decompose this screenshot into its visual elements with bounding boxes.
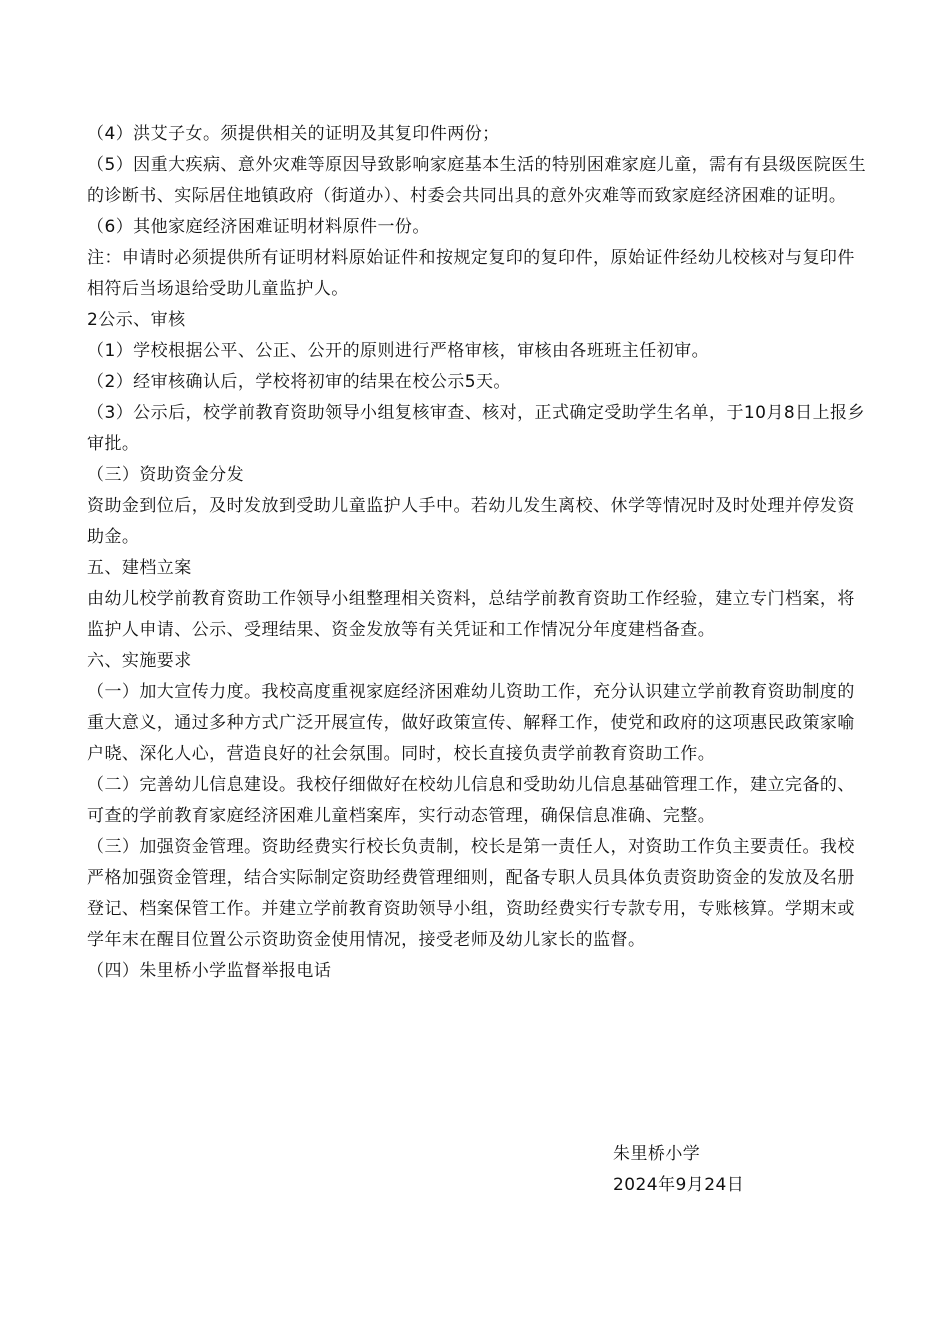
paragraph-item-5: （5）因重大疾病、意外灾难等原因导致影响家庭基本生活的特别困难家庭儿童，需有有县级医院医生的诊断书、实际居住地镇政府（街道办）、村委会共同出具的意外灾难等而致家庭经济困难的证明。 xyxy=(87,155,867,206)
paragraph-implementation-1: （一）加大宣传力度。我校高度重视家庭经济困难幼儿资助工作，充分认识建立学前教育资助制度的重大意义，通过多种方式广泛开展宣传，做好政策宣传、解释工作，使党和政府的这项惠民政策家喻户晓、深化人心，营造良好的社会氛围。同时，校长直接负责学前教育资助工作。 xyxy=(87,682,855,764)
signature-organization: 朱里桥小学 xyxy=(613,1144,701,1164)
section-heading-archiving: 五、建档立案 xyxy=(87,558,192,578)
paragraph-note: 注：申请时必须提供所有证明材料原始证件和按规定复印的复印件，原始证件经幼儿校核对与复印件相符后当场退给受助儿童监护人。 xyxy=(87,248,855,299)
document-body xyxy=(87,119,867,987)
paragraph-review-1: （1）学校根据公平、公正、公开的原则进行严格审核，审核由各班班主任初审。 xyxy=(87,341,710,361)
paragraph-item-6: （6）其他家庭经济困难证明材料原件一份。 xyxy=(87,217,430,237)
paragraph-review-2: （2）经审核确认后，学校将初审的结果在校公示5天。 xyxy=(87,372,511,392)
signature-block xyxy=(613,1139,853,1201)
signature-date: 2024年9月24日 xyxy=(613,1175,745,1195)
paragraph-implementation-4: （四）朱里桥小学监督举报电话 xyxy=(87,961,332,981)
section-heading-publicity-review: 2公示、审核 xyxy=(87,310,186,330)
paragraph-item-4: （4）洪艾子女。须提供相关的证明及其复印件两份； xyxy=(87,124,500,144)
section-heading-fund-distribution: （三）资助资金分发 xyxy=(87,465,245,485)
paragraph-archiving: 由幼儿校学前教育资助工作领导小组整理相关资料，总结学前教育资助工作经验，建立专门档案，将监护人申请、公示、受理结果、资金发放等有关凭证和工作情况分年度建档备查。 xyxy=(87,589,855,640)
section-heading-implementation: 六、实施要求 xyxy=(87,651,192,671)
paragraph-review-3: （3）公示后，校学前教育资助领导小组复核审查、核对，正式确定受助学生名单，于10月8日上报乡审批。 xyxy=(87,403,865,454)
paragraph-implementation-2: （二）完善幼儿信息建设。我校仔细做好在校幼儿信息和受助幼儿信息基础管理工作，建立完备的、可查的学前教育家庭经济困难儿童档案库，实行动态管理，确保信息准确、完整。 xyxy=(87,775,855,826)
paragraph-fund-distribution: 资助金到位后，及时发放到受助儿童监护人手中。若幼儿发生离校、休学等情况时及时处理并停发资助金。 xyxy=(87,496,855,547)
paragraph-implementation-3: （三）加强资金管理。资助经费实行校长负责制，校长是第一责任人，对资助工作负主要责任。我校严格加强资金管理，结合实际制定资助经费管理细则，配备专职人员具体负责资助资金的发放及名册登记、档案保管工作。并建立学前教育资助领导小组，资助经费实行专款专用，专账核算。学期末或学年末在醒目位置公示资助资金使用情况，接受老师及幼儿家长的监督。 xyxy=(87,837,855,950)
